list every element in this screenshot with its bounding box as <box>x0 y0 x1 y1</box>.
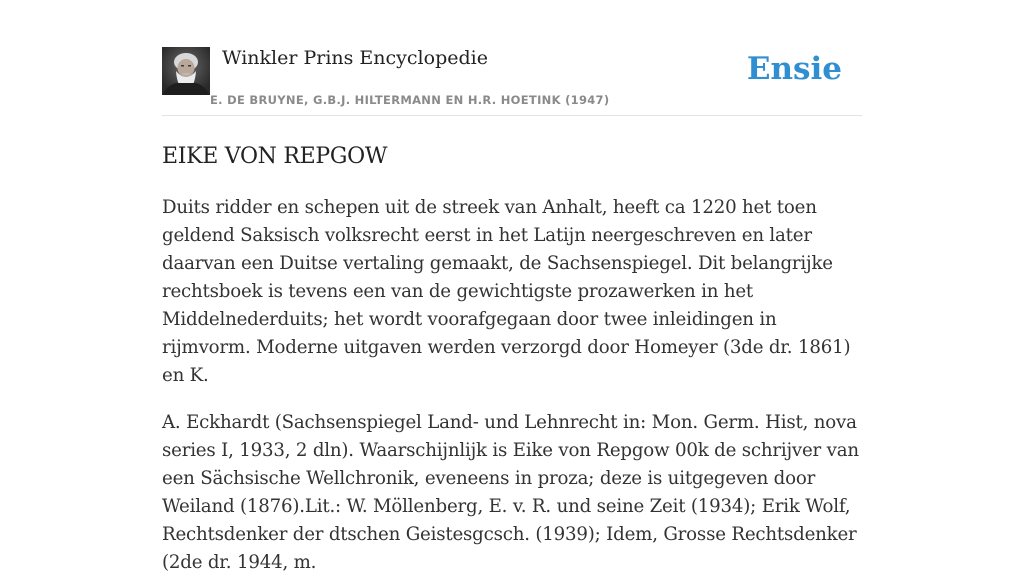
ensie-logo[interactable]: Ensie <box>746 51 842 87</box>
page <box>162 0 862 577</box>
site-header <box>162 46 862 116</box>
authors-byline: E. DE BRUYNE, G.B.J. HILTERMANN EN H.R. HOETINK (1947) <box>210 93 610 107</box>
site-title[interactable]: Winkler Prins Encyclopedie <box>222 47 488 69</box>
article-title: EIKE VON REPGOW <box>162 144 388 169</box>
article-paragraph-1: Duits ridder en schepen uit de streek van Anhalt, heeft ca 1220 het toen geldend Saksisch volksrecht eerst in het Latijn neergeschreven en later daarvan een Duitse vertaling gemaakt, de Sachsenspiegel. Dit belangrijke rechtsboek is tevens een van de gewichtigste prozawerken in het Middelnederduits; het wordt voorafgegaan door twee inleidingen in rijmvorm. Moderne uitgaven werden verzorgd door Homeyer (3de dr. 1861) en K. <box>162 197 851 386</box>
article-paragraph-2: A. Eckhardt (Sachsenspiegel Land- und Lehnrecht in: Mon. Germ. Hist, nova series I, 1933, 2 dln). Waarschijnlijk is Eike von Repgow 00k de schrijver van een Sächsische Wellchronik, eveneens in proza; deze is uitgegeven door Weiland (1876).Lit.: W. Möllenberg, E. v. R. und seine Zeit (1934); Erik Wolf, Rechtsdenker der dtschen Geistesgcsch. (1939); Idem, Grosse Rechtsdenker (2de dr. 1944, m. <box>162 412 859 573</box>
author-avatar[interactable] <box>162 47 210 95</box>
bearded-man-portrait-icon <box>162 47 210 95</box>
